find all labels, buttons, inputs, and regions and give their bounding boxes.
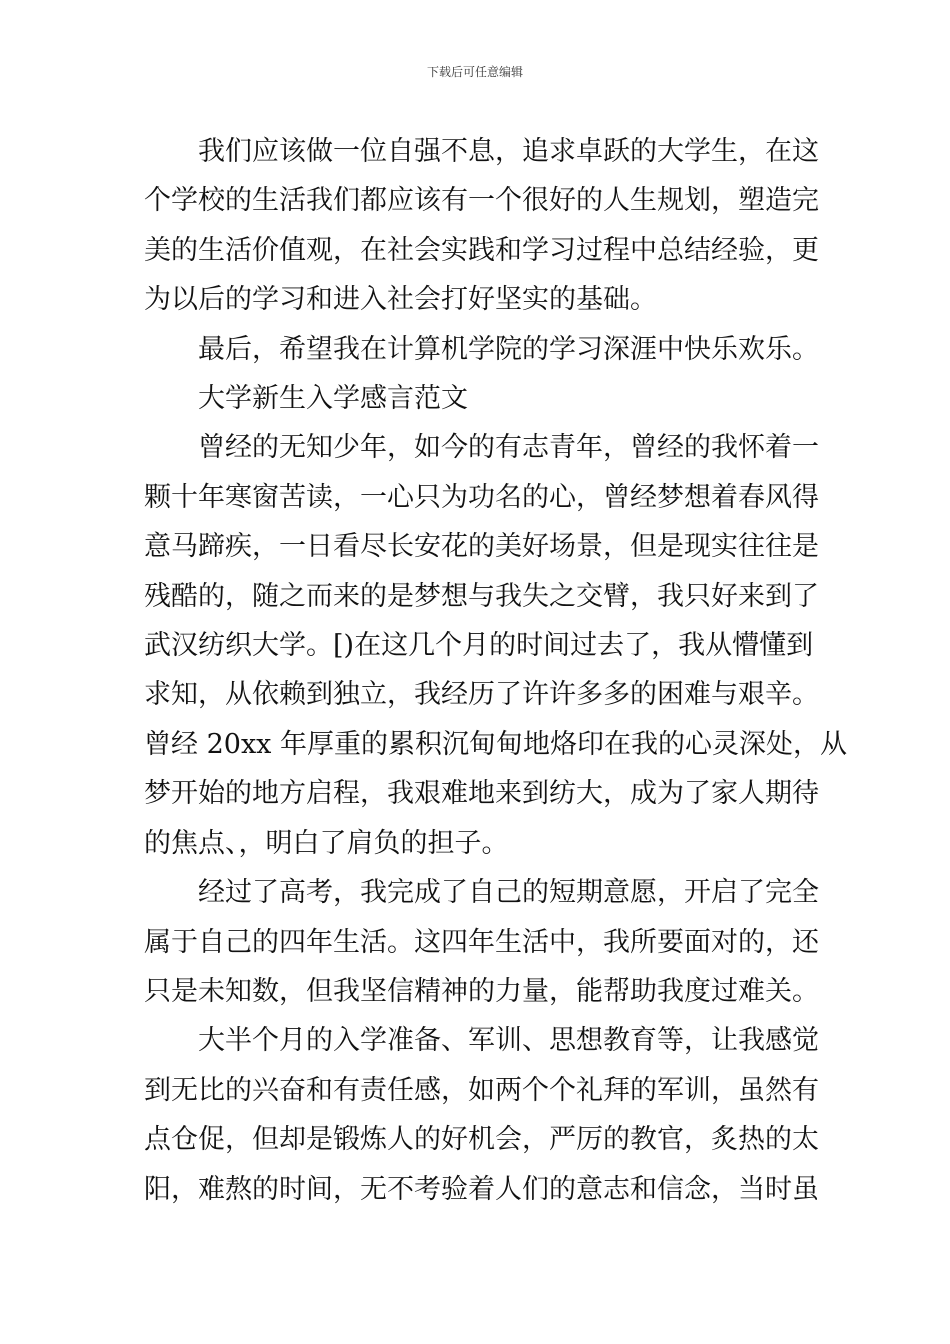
paragraph-1 xyxy=(144,127,819,325)
paragraph-line: 残酷的，随之而来的是梦想与我失之交臂，我只好来到了 xyxy=(144,580,819,612)
paragraph-5 xyxy=(144,868,819,1016)
paragraph-line: 最后，希望我在计算机学院的学习深涯中快乐欢乐。 xyxy=(198,333,819,365)
paragraph-2 xyxy=(144,325,819,374)
paragraph-line: 经过了高考，我完成了自己的短期意愿，开启了完全 xyxy=(198,877,819,909)
document-body xyxy=(144,127,847,1214)
paragraph-line: 为以后的学习和进入社会打好坚实的基础。 xyxy=(144,284,657,316)
paragraph-line: 大半个月的入学准备、军训、思想教育等，让我感觉 xyxy=(198,1025,819,1057)
paragraph-line: 属于自己的四年生活。这四年生活中，我所要面对的，还 xyxy=(144,926,819,958)
paragraph-line: 个学校的生活我们都应该有一个很好的人生规划，塑造完 xyxy=(144,185,819,217)
section-title xyxy=(144,374,806,423)
paragraph-line: 到无比的兴奋和有责任感，如两个个礼拜的军训，虽然有 xyxy=(144,1074,819,1106)
paragraph-line: 的焦点、，明白了肩负的担子。 xyxy=(144,827,509,859)
page-header-note: 下载后可任意编辑 xyxy=(426,65,523,79)
paragraph-line: 大学新生入学感言范文 xyxy=(198,383,468,415)
paragraph-line: 颗十年寒窗苦读，一心只为功名的心，曾经梦想着春风得 xyxy=(144,481,819,513)
paragraph-line: 曾经 20xx 年厚重的累积沉甸甸地烙印在我的心灵深处，从 xyxy=(144,728,847,760)
paragraph-4 xyxy=(144,423,847,868)
paragraph-6 xyxy=(144,1016,819,1214)
paragraph-line: 曾经的无知少年，如今的有志青年，曾经的我怀着一 xyxy=(198,432,819,464)
paragraph-line: 意马蹄疾，一日看尽长安花的美好场景，但是现实往往是 xyxy=(144,531,819,563)
paragraph-line: 美的生活价值观，在社会实践和学习过程中总结经验，更 xyxy=(144,234,819,266)
paragraph-line: 点仓促，但却是锻炼人的好机会，严厉的教官，炙热的太 xyxy=(144,1124,819,1156)
paragraph-line: 求知，从依赖到独立，我经历了许许多多的困难与艰辛。 xyxy=(144,679,819,711)
paragraph-line: 武汉纺织大学。[)在这几个月的时间过去了，我从懵懂到 xyxy=(144,630,814,662)
paragraph-line: 阳，难熬的时间，无不考验着人们的意志和信念，当时虽 xyxy=(144,1173,819,1205)
paragraph-line: 梦开始的地方启程，我艰难地来到纺大，成为了家人期待 xyxy=(144,778,819,810)
paragraph-line: 只是未知数，但我坚信精神的力量，能帮助我度过难关。 xyxy=(144,975,819,1007)
paragraph-line: 我们应该做一位自强不息，追求卓跃的大学生，在这 xyxy=(198,136,819,167)
